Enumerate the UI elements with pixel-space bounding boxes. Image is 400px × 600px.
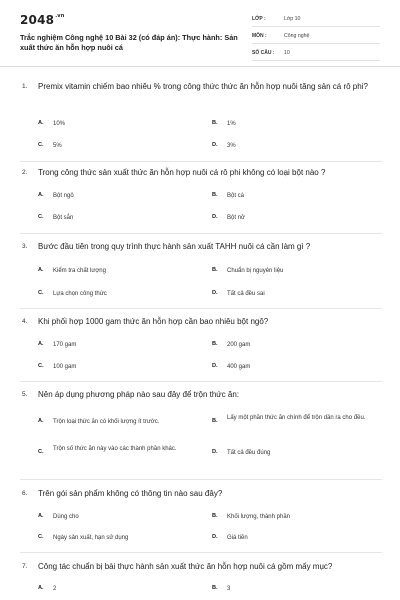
option-letter: A. — [38, 513, 44, 519]
option-letter: D. — [212, 534, 218, 540]
question-number: 1. — [22, 83, 28, 90]
option-text: 3 — [227, 586, 231, 592]
option-letter: D. — [212, 142, 218, 148]
question-text: Nên áp dụng phương pháp nào sau đây để trộn thức ăn: — [38, 390, 239, 399]
option-text: 2 — [53, 586, 57, 592]
meta-row-class — [252, 13, 380, 27]
option-letter: B. — [212, 267, 218, 273]
question-divider — [20, 381, 382, 382]
question-text: Trên gói sản phẩm không có thông tin nào sau đây? — [38, 489, 223, 498]
page-header — [0, 0, 400, 64]
question-divider — [20, 308, 382, 309]
question-text: Trong công thức sản xuất thức ăn hỗn hợp nuôi cá rô phi không có loại bột nào ? — [38, 168, 326, 177]
option-text: 100 gam — [53, 364, 77, 370]
option-text: 400 gam — [227, 364, 251, 370]
option-letter: B. — [212, 341, 218, 347]
meta-value: 10 — [284, 50, 290, 56]
option-letter: B. — [212, 585, 218, 591]
option-letter: D. — [212, 214, 218, 220]
site-logo[interactable] — [20, 13, 65, 27]
meta-row-subject — [252, 30, 380, 44]
option-text: 200 gam — [227, 342, 251, 348]
option-letter: A. — [38, 120, 44, 126]
option-text: Tất cả đều đúng — [227, 450, 271, 456]
meta-value: Lớp 10 — [284, 16, 301, 22]
meta-table — [252, 13, 380, 64]
option-text: Bột cá — [227, 193, 245, 199]
option-letter: B. — [212, 513, 218, 519]
option-text: Kiểm tra chất lượng — [53, 268, 106, 274]
option-letter: C. — [38, 142, 44, 148]
option-text: 3% — [227, 143, 236, 149]
option-text: Bột sắn — [53, 215, 74, 221]
question-text: Premix vitamin chiếm bao nhiêu % trong công thức thức ăn hỗn hợp nuôi tăng sản cá rô phi? — [38, 82, 368, 91]
question-number: 5. — [22, 391, 28, 398]
option-text: 1% — [227, 121, 236, 127]
option-text: Bột nở — [227, 215, 245, 221]
option-text: Khối lượng, thành phần — [227, 514, 290, 520]
option-letter: B. — [212, 192, 218, 198]
option-text: 170 gam — [53, 342, 77, 348]
question-divider — [20, 552, 382, 553]
option-text: Ngày sản xuất, hạn sử dụng — [53, 535, 129, 541]
meta-key: LỚP : — [252, 16, 266, 22]
option-text: Dùng cho — [53, 514, 79, 520]
meta-row-count — [252, 47, 380, 61]
option-letter: A. — [38, 267, 44, 273]
meta-key: MÔN : — [252, 33, 267, 39]
logo-text: 2048 — [20, 13, 55, 27]
option-text: Trộn số thức ăn này vào các thành phần khác. — [53, 446, 177, 452]
option-letter: D. — [212, 449, 218, 455]
logo-suffix: .vn — [55, 13, 65, 19]
option-letter: C. — [38, 534, 44, 540]
question-number: 4. — [22, 318, 28, 325]
option-text: Giá tiền — [227, 535, 248, 541]
option-text: 10% — [53, 121, 66, 127]
option-text: Trộn loại thức ăn có khối lượng ít trước. — [53, 419, 160, 425]
option-letter: D. — [212, 290, 218, 296]
question-number: 3. — [22, 243, 28, 250]
question-divider — [20, 479, 382, 480]
option-letter: A. — [38, 585, 44, 591]
option-letter: C. — [38, 290, 44, 296]
option-letter: A. — [38, 418, 44, 424]
question-text: Công tác chuẩn bị bài thực hành sản xuất thức ăn hỗn hợp nuôi cá gồm mấy mục? — [38, 562, 333, 571]
question-number: 6. — [22, 490, 28, 497]
option-letter: B. — [212, 120, 218, 126]
option-letter: A. — [38, 341, 44, 347]
question-text: Khi phối hợp 1000 gam thức ăn hỗn hợp cần bao nhiêu bột ngô? — [38, 317, 269, 326]
page-title: Trắc nghiệm Công nghệ 10 Bài 32 (có đáp án): Thực hành: Sản xuất thức ăn hỗn hợp nuôi cá — [20, 33, 238, 52]
meta-key: SỐ CÂU : — [252, 50, 275, 56]
option-letter: C. — [38, 214, 44, 220]
question-text: Bước đầu tiên trong quy trình thực hành sản xuất TAHH nuôi cá cần làm gì ? — [38, 242, 311, 251]
meta-value: Công nghệ — [284, 33, 310, 39]
option-text: Bột ngô — [53, 193, 74, 199]
question-number: 2. — [22, 169, 28, 176]
option-text: 5% — [53, 143, 62, 149]
option-text: Lấy một phần thức ăn chính để trộn dần ra cho đều. — [227, 415, 366, 421]
option-letter: C. — [38, 363, 44, 369]
option-letter: B. — [212, 418, 218, 424]
option-letter: A. — [38, 192, 44, 198]
header-divider — [0, 66, 400, 67]
option-text: Chuẩn bị nguyên liệu — [227, 268, 284, 274]
option-letter: D. — [212, 363, 218, 369]
option-text: Tất cả đều sai — [227, 291, 265, 297]
option-letter: C. — [38, 449, 44, 455]
question-divider — [20, 161, 382, 162]
question-divider — [20, 233, 382, 234]
question-number: 7. — [22, 563, 28, 570]
option-text: Lựa chọn công thức — [53, 291, 107, 297]
